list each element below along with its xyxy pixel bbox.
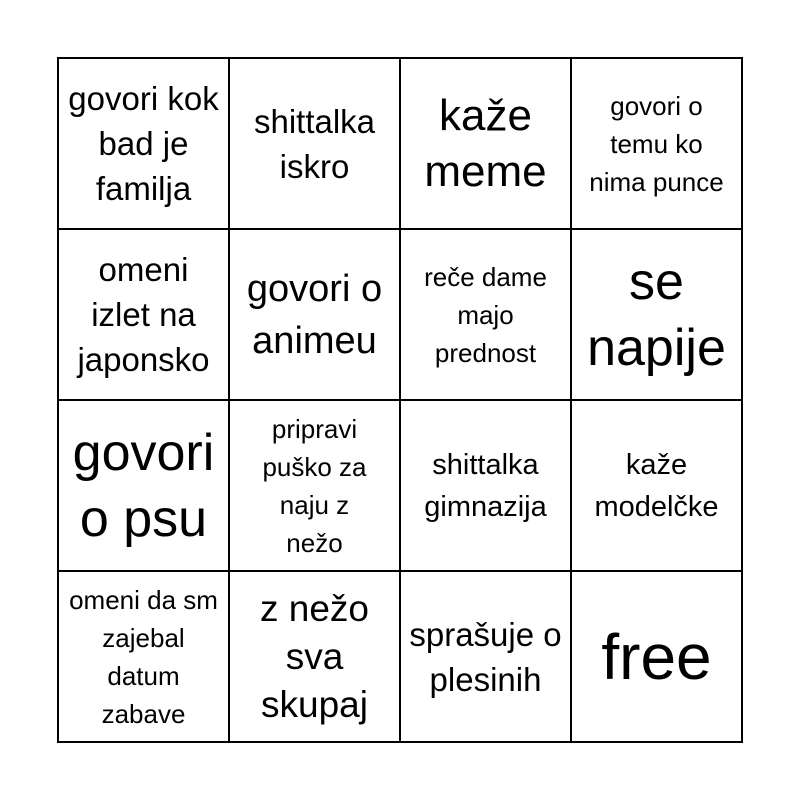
cell-text: govori kok bad je familja <box>68 80 219 207</box>
bingo-cell-16[interactable] <box>572 572 743 743</box>
cell-text: reče dame majo prednost <box>424 261 547 368</box>
bingo-cell-13[interactable] <box>59 572 230 743</box>
cell-text: z nežo sva skupaj <box>259 587 369 725</box>
cell-text: kaže meme <box>424 90 547 196</box>
bingo-cell-8[interactable] <box>572 230 743 401</box>
cell-text: govori o temu ko nima punce <box>589 90 724 197</box>
bingo-cell-10[interactable] <box>230 401 401 572</box>
cell-text: govori o animeu <box>246 267 383 362</box>
bingo-cell-2[interactable] <box>230 59 401 230</box>
cell-text: shittalka gimnazija <box>424 448 547 523</box>
bingo-board <box>57 57 743 743</box>
cell-text: pripravi puško za naju z nežo <box>262 413 367 558</box>
bingo-cell-11[interactable] <box>401 401 572 572</box>
bingo-cell-4[interactable] <box>572 59 743 230</box>
cell-text: kaže modelčke <box>594 448 719 523</box>
bingo-cell-7[interactable] <box>401 230 572 401</box>
bingo-cell-14[interactable] <box>230 572 401 743</box>
bingo-cell-15[interactable] <box>401 572 572 743</box>
cell-text: sprašuje o plesinih <box>409 615 562 698</box>
cell-text: shittalka iskro <box>253 102 376 185</box>
cell-text: govori o psu <box>72 423 215 548</box>
cell-text: free <box>601 620 712 693</box>
bingo-cell-9[interactable] <box>59 401 230 572</box>
bingo-cell-12[interactable] <box>572 401 743 572</box>
bingo-cell-5[interactable] <box>59 230 230 401</box>
cell-text: se napije <box>587 252 726 377</box>
cell-text: omeni izlet na japonsko <box>77 251 210 378</box>
bingo-cell-6[interactable] <box>230 230 401 401</box>
cell-text: omeni da sm zajebal datum zabave <box>69 584 218 729</box>
bingo-cell-1[interactable] <box>59 59 230 230</box>
bingo-cell-3[interactable] <box>401 59 572 230</box>
